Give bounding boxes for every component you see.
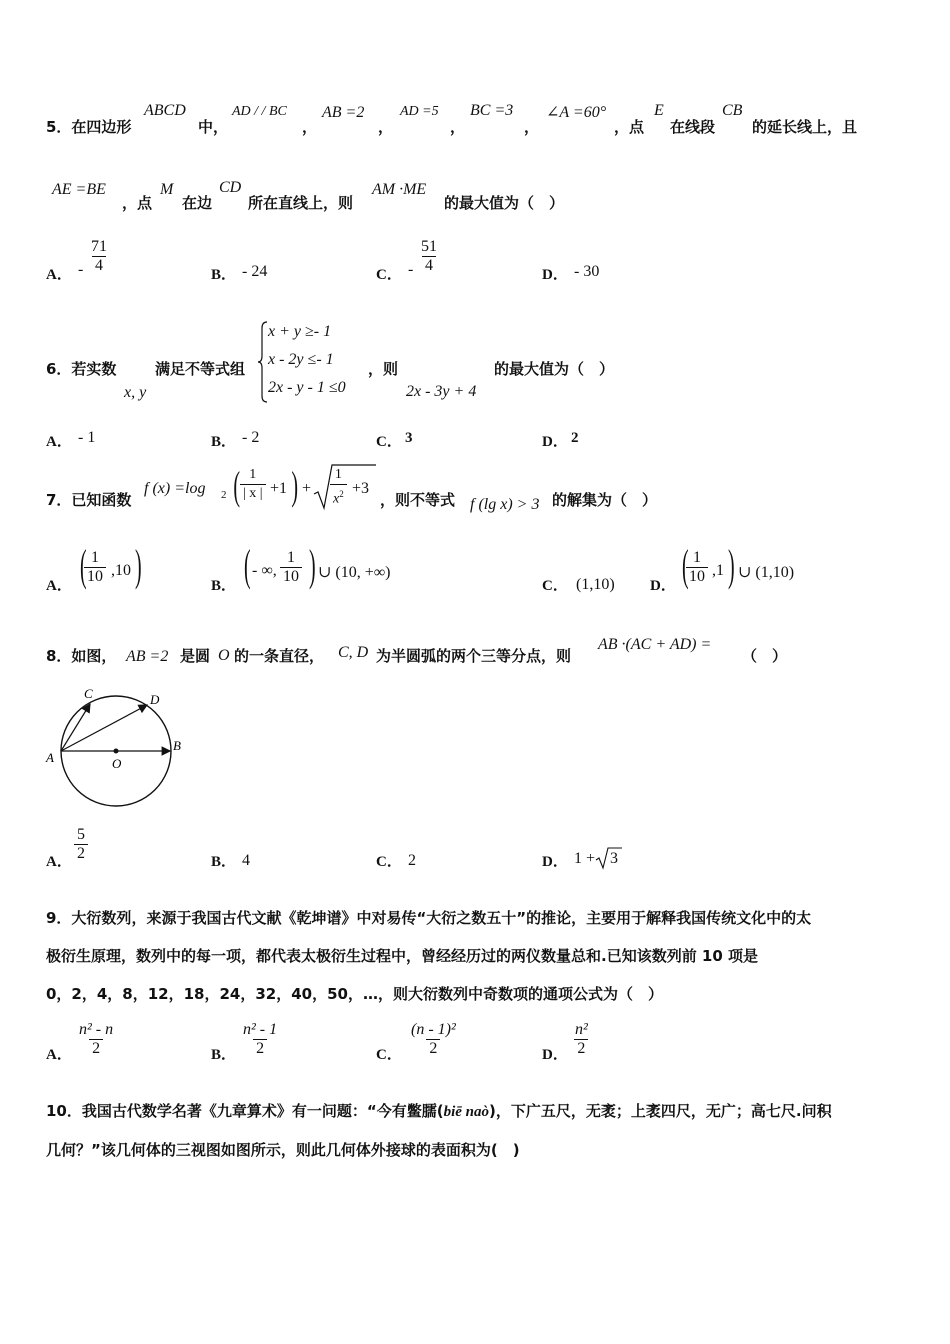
q6-option-c-value: 3 xyxy=(405,430,413,446)
q6-text: ，则 xyxy=(368,360,399,378)
fraction-denominator: 2 xyxy=(253,1039,267,1058)
q10-line-1 xyxy=(46,1092,908,1131)
q5-sep: ， xyxy=(302,118,318,136)
fraction-numerator: n² - 1 xyxy=(243,1021,278,1038)
q6-text: 满足不等式组 xyxy=(155,360,246,378)
q7-option-a-paren-right: ) xyxy=(135,541,142,590)
q7-option-d-rest: ∪ (1,10) xyxy=(738,564,795,581)
q7-paren-left: ( xyxy=(233,463,240,508)
q5-option-c-fraction xyxy=(418,238,440,275)
q6-option-d-value: 2 xyxy=(571,430,579,446)
fraction-numerator: 1 xyxy=(249,467,257,482)
q8-text: 为半圆弧的两个三等分点，则 xyxy=(376,647,572,665)
q6-option-b-label: B． xyxy=(211,434,237,450)
q7-sqrt-den-exp: 2 xyxy=(339,489,344,499)
q6-inequality-3: 2x - y - 1 ≤0 xyxy=(268,379,346,396)
q10-line-1-end: )，下广五尺，无袤；上袤四尺，无广；高七尺.问积 xyxy=(489,1102,832,1120)
q8-text: 是圆 xyxy=(180,647,211,665)
q5-sep: ， xyxy=(524,118,540,136)
q5-zhong: 中， xyxy=(198,118,229,136)
q5-cond-parallel: AD / / BC xyxy=(232,104,287,119)
q5-line1-tail: 的延长线上，且 xyxy=(752,118,858,136)
q5-cond-ae-be: AE =BE xyxy=(52,181,106,198)
q7-option-d-paren-right: ) xyxy=(728,541,735,590)
q8-label-c: C xyxy=(84,686,93,701)
q8-cond-ab: AB =2 xyxy=(126,648,169,665)
q9-option-b-fraction xyxy=(240,1021,280,1058)
q5-option-c-label: C． xyxy=(376,267,402,283)
q6-inequality-2: x - 2y ≤- 1 xyxy=(268,351,334,368)
fraction-numerator: n² xyxy=(575,1021,588,1038)
q5-side-cd: CD xyxy=(219,179,242,196)
q6-intro: 6．若实数 xyxy=(46,360,117,378)
q7-option-a-rest: ,10 xyxy=(111,562,131,579)
q8-intro: 8．如图， xyxy=(46,647,117,665)
q5-cond-bc: BC =3 xyxy=(470,102,514,119)
q5-option-c-sign: - xyxy=(408,261,414,278)
q8-option-a-fraction xyxy=(74,826,88,863)
q7-intro: 7．已知函数 xyxy=(46,491,132,509)
q5-option-a-label: A． xyxy=(46,267,72,283)
q6-objective: 2x - 3y + 4 xyxy=(406,383,477,400)
q8-option-a-label: A． xyxy=(46,854,72,870)
q8-option-b-label: B． xyxy=(211,854,237,870)
q6-option-c-label: C． xyxy=(376,434,402,450)
q8-option-c-value: 2 xyxy=(408,852,416,869)
fraction-denominator: 10 xyxy=(686,567,708,586)
q6-option-b-value: - 2 xyxy=(242,429,260,446)
q7-option-a-fraction xyxy=(84,549,106,586)
q7-plus: + xyxy=(302,480,312,497)
q7-plus-one: +1 xyxy=(270,480,288,497)
fraction-numerator: 5 xyxy=(77,826,85,843)
q9-stem xyxy=(46,899,908,1013)
fraction-numerator: 1 xyxy=(287,549,295,566)
fraction-denominator: 4 xyxy=(92,256,106,275)
q5-segment-cb: CB xyxy=(722,102,743,119)
q7-inequality: f (lg x) > 3 xyxy=(470,496,540,513)
q8-option-d-radicand: 3 xyxy=(610,850,618,867)
q9-option-b-label: B． xyxy=(211,1047,237,1063)
q5-option-d-label: D． xyxy=(542,267,568,283)
q8-circle-o: O xyxy=(218,647,230,664)
q7-option-a-paren-left: ( xyxy=(80,541,87,590)
q5-point-text: ，点 xyxy=(614,118,645,136)
q5-option-a-fraction xyxy=(88,238,110,275)
q5-line2-text: 在边 xyxy=(182,194,213,212)
q8-expression: AB ·(AC + AD) = xyxy=(598,636,712,653)
q8-label-d: D xyxy=(150,692,160,707)
q6-option-d-label: D． xyxy=(542,434,568,450)
fraction-numerator: 51 xyxy=(421,238,437,255)
q7-function-def: f (x) =log xyxy=(144,480,206,497)
q5-sep: ， xyxy=(450,118,466,136)
q9-option-a-label: A． xyxy=(46,1047,72,1063)
q6-option-a-value: - 1 xyxy=(78,429,96,446)
q5-cond-ad: AD =5 xyxy=(400,104,439,119)
q7-option-d-mid: ,1 xyxy=(712,562,724,579)
q8-vector-ac xyxy=(61,704,90,751)
q9-option-d-fraction xyxy=(572,1021,591,1058)
q8-label-a: A xyxy=(46,750,54,765)
q5-option-a-sign: - xyxy=(78,261,84,278)
fraction-numerator: 1 xyxy=(91,549,99,566)
q10-line-1-start: 10．我国古代数学名著《九章算术》有一问题：“今有鳖臑( xyxy=(46,1102,444,1120)
q7-fraction xyxy=(240,466,266,503)
q5-sep: ， xyxy=(378,118,394,136)
fraction-denominator: 10 xyxy=(280,567,302,586)
q5-line2-text: 所在直线上，则 xyxy=(248,194,354,212)
q7-paren-right: ) xyxy=(291,463,298,508)
q7-sqrt-fraction xyxy=(330,466,347,509)
q7-option-b-pre: - ∞, xyxy=(252,562,277,579)
q7-option-a-label: A． xyxy=(46,578,72,594)
q8-label-o: O xyxy=(112,756,122,771)
q8-option-c-label: C． xyxy=(376,854,402,870)
q7-option-d-label: D． xyxy=(650,578,676,594)
fraction-denominator: 2 xyxy=(426,1039,440,1058)
q5-option-b-value: - 24 xyxy=(242,263,268,280)
q7-option-b-paren-right: ) xyxy=(309,541,316,590)
fraction-numerator: (n - 1)² xyxy=(411,1021,456,1038)
q8-center-point xyxy=(114,749,119,754)
q8-option-d-label: D． xyxy=(542,854,568,870)
fraction-denominator: | x | xyxy=(240,484,266,503)
q5-quad-abcd: ABCD xyxy=(144,102,186,119)
q7-log-base: 2 xyxy=(221,489,227,501)
q9-option-c-fraction xyxy=(408,1021,459,1058)
q9-line-1: 9．大衍数列，来源于我国古代文献《乾坤谱》中对易传“大衍之数五十”的推论，主要用于解释我国传统文化中的太 xyxy=(46,909,812,927)
q8-label-b: B xyxy=(173,738,181,753)
q6-variables: x, y xyxy=(124,384,147,401)
q8-text: 的一条直径， xyxy=(234,647,325,665)
q5-option-d-value: - 30 xyxy=(574,263,600,280)
q10-pinyin: biē naò xyxy=(443,1104,490,1120)
q9-option-d-label: D． xyxy=(542,1047,568,1063)
q9-line-3: 0，2，4，8，12，18，24，32，40，50，…，则大衍数列中奇数项的通项公式为（ ） xyxy=(46,985,663,1003)
q5-option-b-label: B． xyxy=(211,267,237,283)
q7-option-b-fraction xyxy=(280,549,302,586)
q5-point-e: E xyxy=(654,102,664,119)
sqrt-icon xyxy=(595,846,623,870)
q8-option-d-pre: 1 + xyxy=(574,850,596,867)
fraction-numerator: 71 xyxy=(91,238,107,255)
q5-segment-text: 在线段 xyxy=(670,118,716,136)
fraction-denominator xyxy=(330,484,347,509)
q9-option-c-label: C． xyxy=(376,1047,402,1063)
q8-points-cd: C, D xyxy=(338,644,369,661)
q6-option-a-label: A． xyxy=(46,434,72,450)
fraction-numerator: 1 xyxy=(334,467,342,482)
q9-option-a-fraction xyxy=(76,1021,116,1058)
q5-dot-product: AM ·ME xyxy=(372,181,427,198)
q5-cond-angle: ∠A =60° xyxy=(546,104,607,121)
q10-stem xyxy=(46,1092,908,1169)
q7-sqrt-den-var: x xyxy=(333,491,340,507)
fraction-denominator: 2 xyxy=(89,1039,103,1058)
q7-option-b-label: B． xyxy=(211,578,237,594)
q7-option-c-label: C． xyxy=(542,578,568,594)
q6-tail: 的最大值为（ ） xyxy=(494,360,615,378)
q7-tail: 的解集为（ ） xyxy=(552,491,658,509)
q5-line2-text: ，点 xyxy=(122,194,153,212)
q8-tail: （ ） xyxy=(742,647,788,665)
q6-inequality-1: x + y ≥- 1 xyxy=(268,323,332,340)
q8-vector-ad xyxy=(61,705,147,751)
q7-option-d-fraction xyxy=(686,549,708,586)
fraction-numerator: n² - n xyxy=(79,1021,114,1038)
fraction-denominator: 4 xyxy=(422,256,436,275)
fraction-denominator: 2 xyxy=(574,1039,588,1058)
q5-point-m: M xyxy=(160,181,174,198)
q7-text: ，则不等式 xyxy=(380,491,456,509)
q5-cond-ab: AB =2 xyxy=(322,104,365,121)
q7-option-b-rest: ∪ (10, +∞) xyxy=(318,564,391,581)
q5-intro: 5．在四边形 xyxy=(46,118,132,136)
q7-option-b-paren-left: ( xyxy=(244,541,251,590)
fraction-denominator: 10 xyxy=(84,567,106,586)
q7-plus-three: +3 xyxy=(352,480,370,497)
fraction-numerator: 1 xyxy=(693,549,701,566)
q7-option-c-value: (1,10) xyxy=(576,576,615,593)
q7-option-d-paren-left: ( xyxy=(682,541,689,590)
q8-circle-figure xyxy=(40,682,200,814)
q9-line-2: 极衍生原理，数列中的每一项，都代表太极衍生过程中，曾经经历过的两仪数量总和.已知该数列前 10 项是 xyxy=(46,947,759,965)
fraction-denominator: 2 xyxy=(74,844,88,863)
q10-line-2: 几何？”该几何体的三视图如图所示，则此几何体外接球的表面积为( ) xyxy=(46,1141,520,1159)
q8-option-b-value: 4 xyxy=(242,852,250,869)
q5-line2-tail: 的最大值为（ ） xyxy=(444,194,565,212)
